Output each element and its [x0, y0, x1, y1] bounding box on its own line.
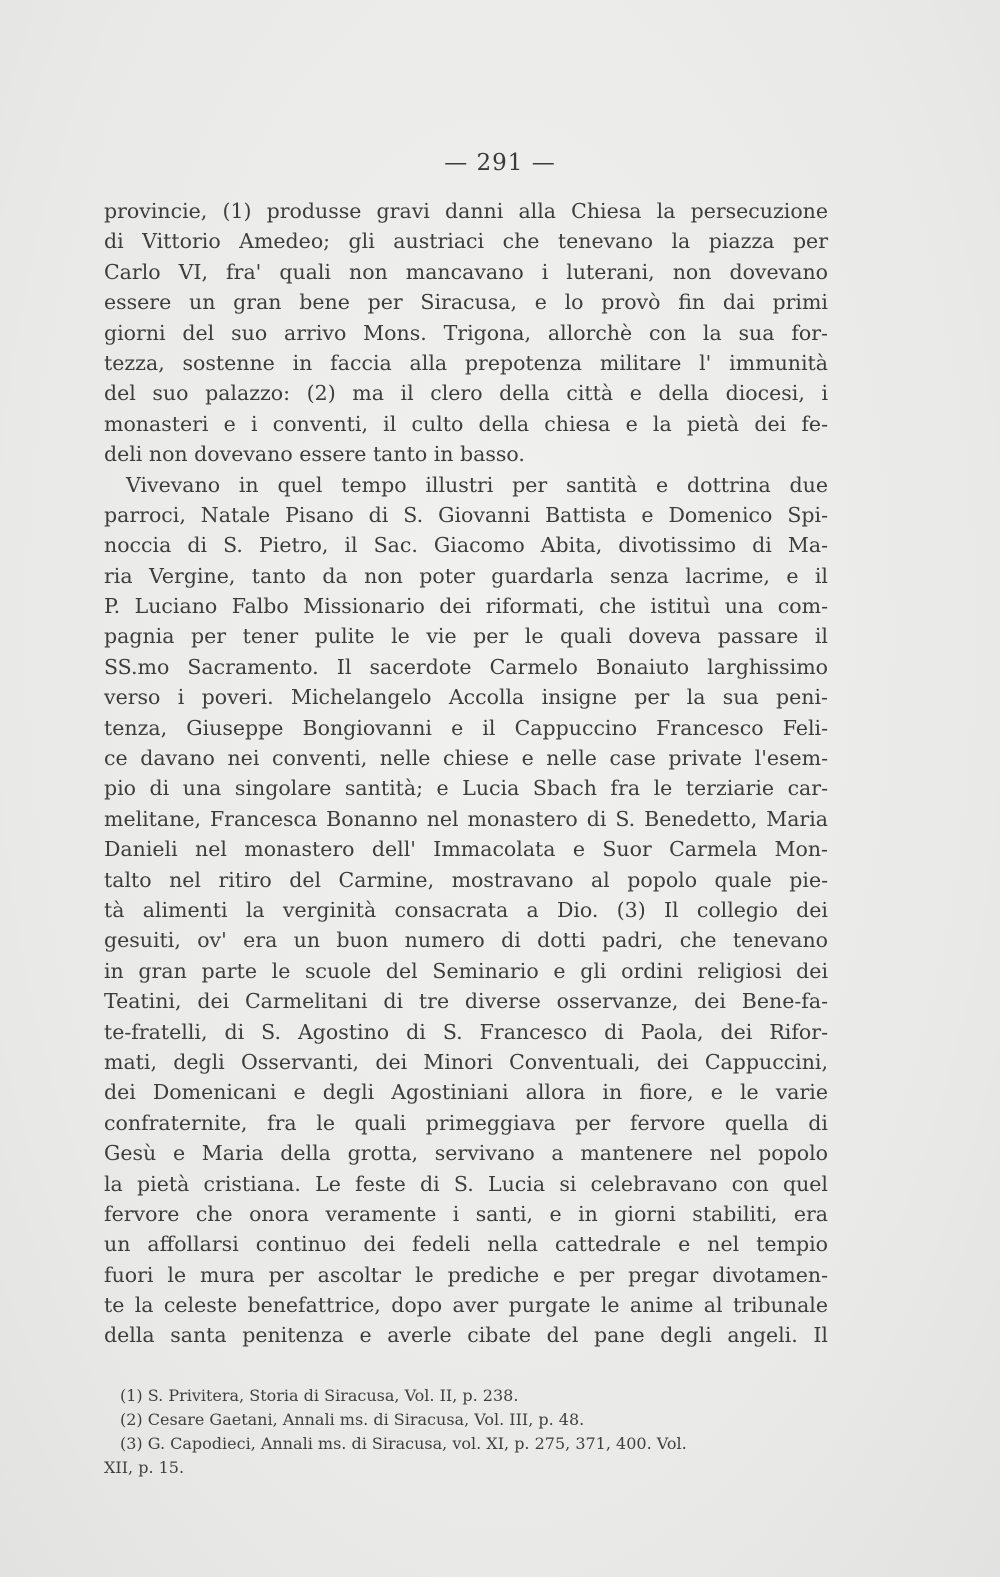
text-line: ce davano nei conventi, nelle chiese e nelle case private l'esem-: [104, 746, 828, 771]
text-line: essere un gran bene per Siracusa, e lo provò fin dai primi: [104, 290, 828, 315]
text-line: P. Luciano Falbo Missionario dei riformati, che istituì una com-: [104, 594, 828, 619]
text-line: provincie, (1) produsse gravi danni alla Chiesa la persecuzione: [104, 199, 828, 223]
text-line: Teatini, dei Carmelitani di tre diverse osservanze, dei Bene-fa-: [104, 989, 828, 1014]
text-line: un affollarsi continuo dei fedeli nella cattedrale e nel tempio: [104, 1232, 828, 1257]
text-line: talto nel ritiro del Carmine, mostravano al popolo quale pie-: [104, 867, 828, 892]
paragraph-start-line: Vivevano in quel tempo illustri per santità e dottrina due: [126, 472, 828, 497]
text-line: la pietà cristiana. Le feste di S. Lucia si celebravano con quel: [104, 1171, 828, 1196]
text-line: tà alimenti la verginità consacrata a Dio. (3) Il collegio dei: [104, 897, 828, 922]
footnote: (2) Cesare Gaetani, Annali ms. di Siracusa, Vol. III, p. 48.: [120, 1410, 585, 1429]
text-line: confraternite, fra le quali primeggiava per fervore quella di: [104, 1110, 828, 1135]
text-line: della santa penitenza e averle cibate del pane degli angeli. Il: [104, 1323, 828, 1348]
text-line: fuori le mura per ascoltar le prediche e per pregar divotamen-: [104, 1262, 828, 1287]
text-line: del suo palazzo: (2) ma il clero della città e della diocesi, i: [104, 381, 828, 406]
text-line: te la celeste benefattrice, dopo aver purgate le anime al tribunale: [104, 1293, 828, 1318]
text-line: tenza, Giuseppe Bongiovanni e il Cappuccino Francesco Feli-: [104, 715, 828, 740]
page-number: — 291 —: [444, 150, 556, 176]
text-line: parroci, Natale Pisano di S. Giovanni Battista e Domenico Spi-: [104, 502, 828, 527]
footnote-continuation: XII, p. 15.: [104, 1458, 185, 1477]
text-line: monasteri e i conventi, il culto della chiesa e la pietà dei fe-: [104, 411, 828, 436]
text-line: melitane, Francesca Bonanno nel monastero di S. Benedetto, Maria: [104, 806, 828, 831]
text-line: pio di una singolare santità; e Lucia Sbach fra le terziarie car-: [104, 776, 828, 801]
text-line: di Vittorio Amedeo; gli austriaci che tenevano la piazza per: [104, 229, 828, 254]
text-line: tezza, sostenne in faccia alla prepotenza militare l' immunità: [104, 350, 828, 375]
text-line: pagnia per tener pulite le vie per le quali doveva passare il: [104, 624, 828, 649]
text-line: te-fratelli, di S. Agostino di S. Francesco di Paola, dei Rifor-: [104, 1019, 828, 1044]
text-line: SS.mo Sacramento. Il sacerdote Carmelo Bonaiuto larghissimo: [104, 654, 828, 679]
text-line: gesuiti, ov' era un buon numero di dotti padri, che tenevano: [104, 928, 828, 953]
text-line: verso i poveri. Michelangelo Accolla insigne per la sua peni-: [104, 685, 828, 710]
body-text: [104, 196, 828, 1351]
text-line: fervore che onora veramente i santi, e in giorni stabiliti, era: [104, 1201, 828, 1226]
text-line: mati, degli Osservanti, dei Minori Conventuali, dei Cappuccini,: [104, 1049, 828, 1074]
text-line: Danieli nel monastero dell' Immacolata e Suor Carmela Mon-: [104, 837, 828, 862]
text-line: dei Domenicani e degli Agostiniani allora in fiore, e le varie: [104, 1080, 828, 1105]
text-line: noccia di S. Pietro, il Sac. Giacomo Abita, divotissimo di Ma-: [104, 533, 828, 558]
text-line: giorni del suo arrivo Mons. Trigona, allorchè con la sua for-: [104, 320, 828, 345]
text-line: ria Vergine, tanto da non poter guardarla senza lacrime, e il: [104, 563, 828, 588]
footnote: (3) G. Capodieci, Annali ms. di Siracusa, vol. XI, p. 275, 371, 400. Vol.: [120, 1434, 687, 1453]
text-line: deli non dovevano essere tanto in basso.: [104, 442, 525, 467]
text-line: Carlo VI, fra' quali non mancavano i luterani, non dovevano: [104, 259, 828, 284]
text-line: Gesù e Maria della grotta, servivano a mantenere nel popolo: [104, 1141, 828, 1166]
footnote: (1) S. Privitera, Storia di Siracusa, Vol. II, p. 238.: [120, 1386, 519, 1405]
footnotes: [104, 1384, 830, 1480]
text-line: in gran parte le scuole del Seminario e gli ordini religiosi dei: [104, 958, 828, 983]
